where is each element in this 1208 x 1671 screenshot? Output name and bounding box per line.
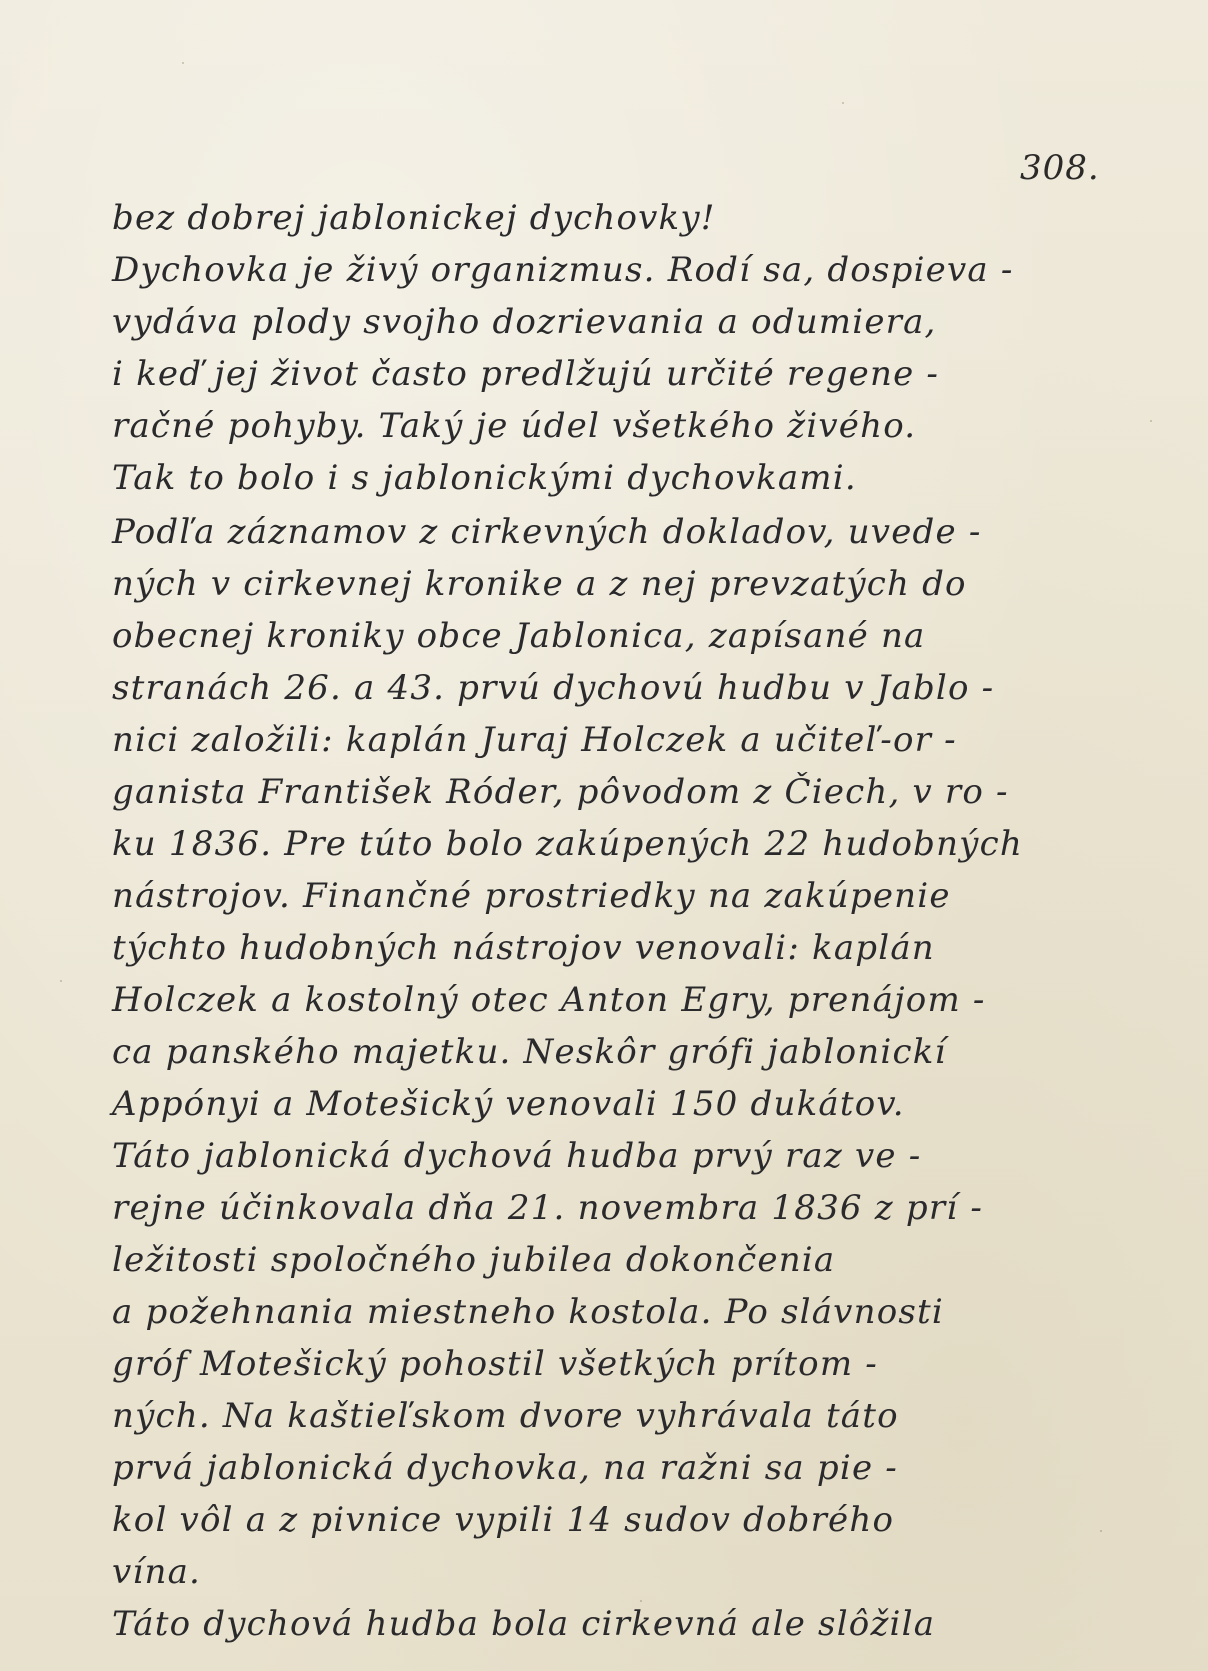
text-line: gróf Motešický pohostil všetkých prítom - — [112, 1344, 878, 1384]
text-line: ku 1836. Pre túto bolo zakúpených 22 hudobných — [112, 824, 1023, 864]
text-line: Tak to bolo i s jablonickými dychovkami. — [112, 458, 857, 498]
text-line: nástrojov. Finančné prostriedky na zakúpenie — [112, 876, 951, 916]
text-line: ganista František Róder, pôvodom z Čiech, v ro - — [112, 772, 1009, 812]
text-line: vydáva plody svojho dozrievania a odumiera, — [112, 302, 937, 342]
text-line: bez dobrej jablonickej dychovky! — [112, 198, 716, 238]
text-line: Appónyi a Motešický venovali 150 dukátov. — [112, 1084, 905, 1124]
text-line: ných v cirkevnej kronike a z nej prevzatých do — [112, 564, 967, 604]
text-line: kol vôl a z pivnice vypili 14 sudov dobrého — [112, 1500, 895, 1540]
text-line: stranách 26. a 43. prvú dychovú hudbu v Jablo - — [112, 668, 995, 708]
paper-speck — [182, 62, 184, 64]
text-line: nici založili: kaplán Juraj Holczek a učiteľ-or - — [112, 720, 957, 760]
text-line: Podľa záznamov z cirkevných dokladov, uvede - — [112, 512, 982, 552]
page-number: 308. — [1020, 148, 1100, 188]
text-line: Dychovka je živý organizmus. Rodí sa, dospieva - — [112, 250, 1014, 290]
text-line: Táto dychová hudba bola cirkevná ale slôžila — [112, 1604, 936, 1644]
text-line: ných. Na kaštieľskom dvore vyhrávala táto — [112, 1396, 899, 1436]
text-line: obecnej kroniky obce Jablonica, zapísané na — [112, 616, 926, 656]
text-line: ca panského majetku. Neskôr grófi jablonickí — [112, 1032, 947, 1072]
paper-speck — [640, 1600, 642, 1602]
text-line: a požehnania miestneho kostola. Po slávnosti — [112, 1292, 944, 1332]
paper-speck — [60, 980, 62, 982]
paper-speck — [842, 102, 844, 104]
paper-speck — [1150, 420, 1152, 422]
text-line: Holczek a kostolný otec Anton Egry, prenájom - — [112, 980, 986, 1020]
text-line: týchto hudobných nástrojov venovali: kaplán — [112, 928, 935, 968]
text-line: ležitosti spoločného jubilea dokončenia — [112, 1240, 836, 1280]
text-line: i keď jej život často predlžujú určité regene - — [112, 354, 940, 394]
text-line: rejne účinkovala dňa 21. novembra 1836 z prí - — [112, 1188, 984, 1228]
text-line: vína. — [112, 1552, 202, 1592]
text-line: Táto jablonická dychová hudba prvý raz ve - — [112, 1136, 922, 1176]
text-line: prvá jablonická dychovka, na ražni sa pie - — [112, 1448, 898, 1488]
paper-speck — [1100, 1530, 1102, 1532]
text-line: račné pohyby. Taký je údel všetkého živého. — [112, 406, 917, 446]
